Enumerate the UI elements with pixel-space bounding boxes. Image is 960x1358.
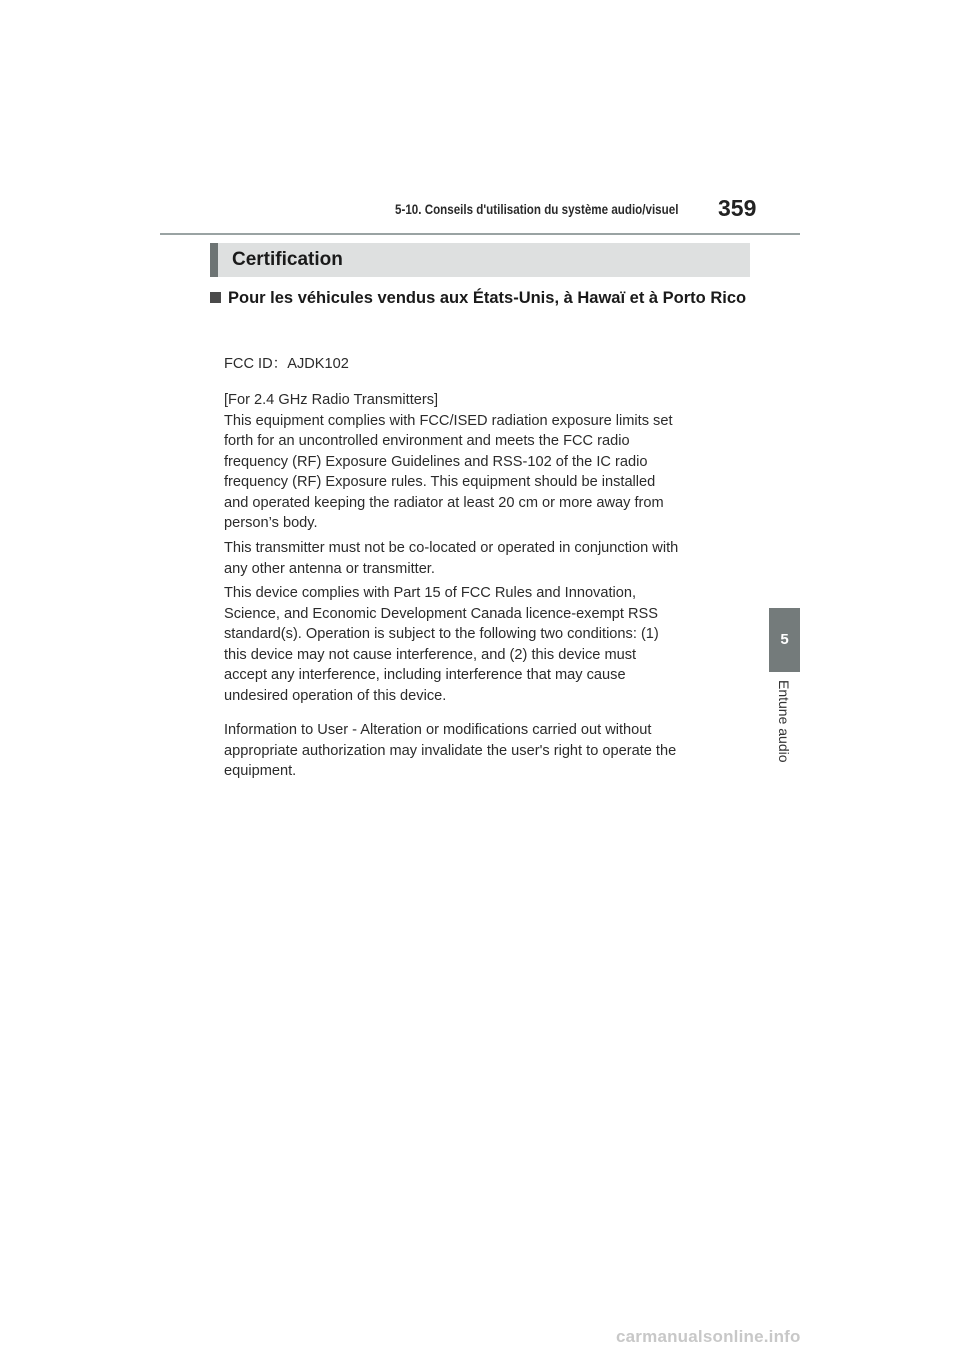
section-title: Certification <box>232 249 343 270</box>
colocation-paragraph: This transmitter must not be co-located or operated in conjunction with any other antenna or transmitter. <box>224 540 679 577</box>
chapter-label: Entune audio <box>776 680 792 763</box>
chapter-label-wrap <box>776 680 796 790</box>
part15-paragraph: This device complies with Part 15 of FCC Rules and Innovation, Science, and Economic Development Canada licence-exempt RSS standard(s). Operation is subject to the following two conditions: (1) this device may not cause interference, and (2) this device must accept any interference, including interference that may cause undesired operation of this device. <box>224 585 659 704</box>
bullet-heading <box>210 287 750 309</box>
chapter-tab: 5 <box>769 608 800 672</box>
user-info-paragraph: Information to User - Alteration or modifications carried out without appropriate authorization may invalidate the user's right to operate the equipment. <box>224 722 677 779</box>
radio-transmitters-paragraph: [For 2.4 GHz Radio Transmitters] This equipment complies with FCC/ISED radiation exposure limits set forth for an uncontrolled environment and meets the FCC radio frequency (RF) Exposure Guidelines and RSS-102 of the IC radio frequency (RF) Exposure rules. This equipment should be installed and operated keeping the radiator at least 20 cm or more away from person’s body. <box>224 392 673 531</box>
section-title-bar <box>210 243 750 277</box>
fcc-id: FCC ID：AJDK102 <box>224 356 349 372</box>
header-divider <box>160 233 800 235</box>
page-number: 359 <box>718 195 757 221</box>
bullet-heading-text: Pour les véhicules vendus aux États-Unis, à Hawaï et à Porto Rico <box>228 289 747 307</box>
square-bullet-icon <box>210 292 221 303</box>
running-header: 5-10. Conseils d'utilisation du système audio/visuel <box>395 202 679 217</box>
watermark: carmanualsonline.info <box>616 1327 801 1346</box>
